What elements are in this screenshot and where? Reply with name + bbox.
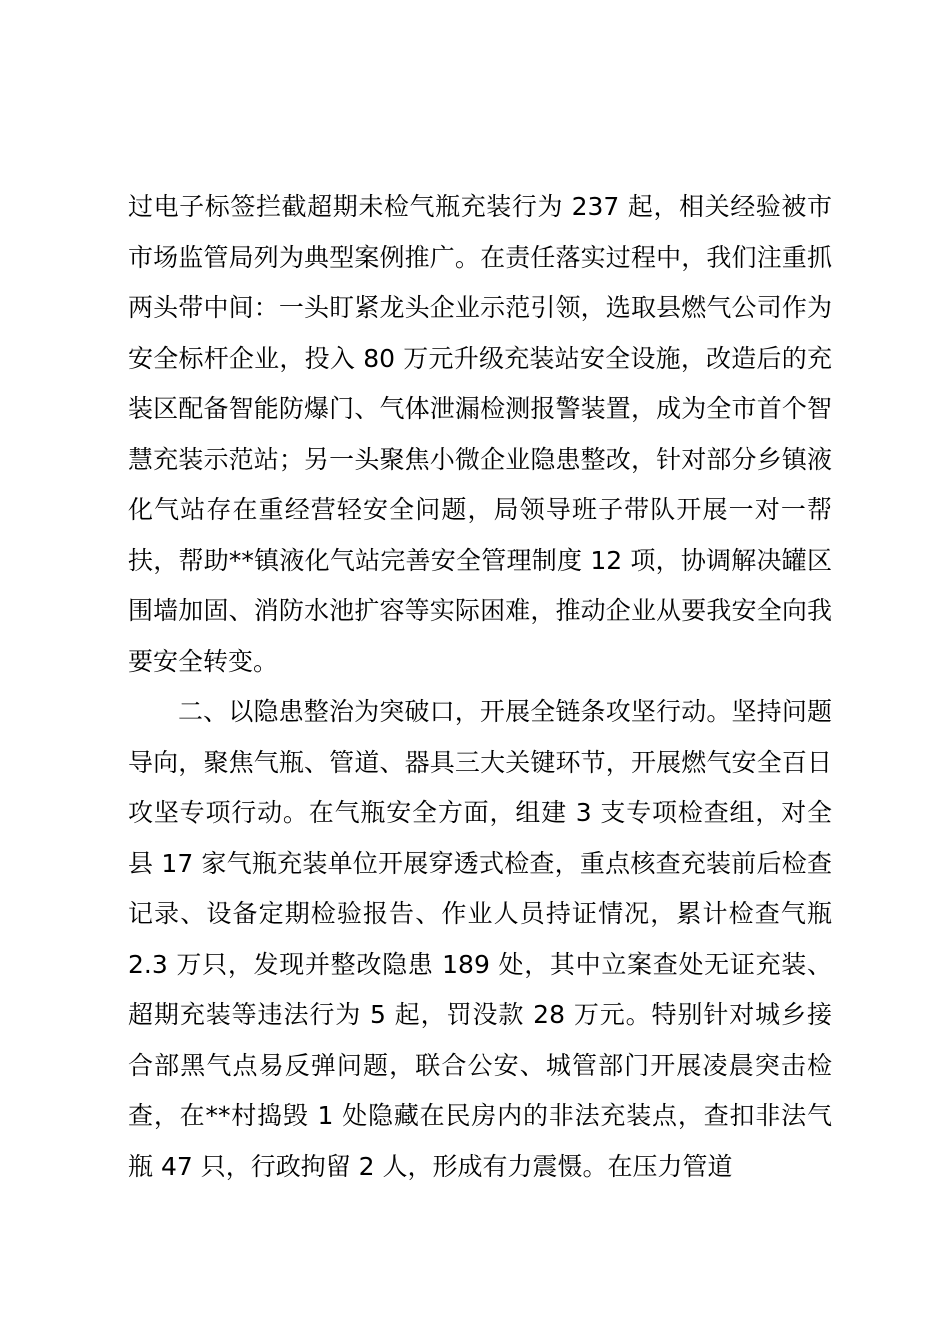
paragraph-section-two: 二、以隐患整治为突破口，开展全链条攻坚行动。坚持问题导向，聚焦气瓶、管道、器具三大关键环节，开展燃气安全百日攻坚专项行动。在气瓶安全方面，组建 3 支专项检查组，对全县 17 家气瓶充装单位开展穿透式检查，重点核查充装前后检查记录、设备定期检验报告、作业人员持证情况，累计检查气瓶 2.3 万只，发现并整改隐患 189 处，其中立案查处无证充装、超期充装等违法行为 5 起，罚没款 28 万元。特别针对城乡接合部黑气点易反弹问题，联合公安、城管部门开展凌晨突击检查，在**村捣毁 1 处隐藏在民房内的非法充装点，查扣非法气瓶 47 只，行政拘留 2 人，形成有力震慑。在压力管道 bbox=[128, 697, 832, 1181]
document-body bbox=[128, 182, 832, 1192]
paragraph-continuation: 过电子标签拦截超期未检气瓶充装行为 237 起，相关经验被市市场监管局列为典型案例推广。在责任落实过程中，我们注重抓两头带中间：一头盯紧龙头企业示范引领，选取县燃气公司作为安全标杆企业，投入 80 万元升级充装站安全设施，改造后的充装区配备智能防爆门、气体泄漏检测报警装置，成为全市首个智慧充装示范站；另一头聚焦小微企业隐患整改，针对部分乡镇液化气站存在重经营轻安全问题，局领导班子带队开展一对一帮扶，帮助**镇液化气站完善安全管理制度 12 项，协调解决罐区围墙加固、消防水池扩容等实际困难，推动企业从要我安全向我要安全转变。 bbox=[128, 192, 832, 676]
